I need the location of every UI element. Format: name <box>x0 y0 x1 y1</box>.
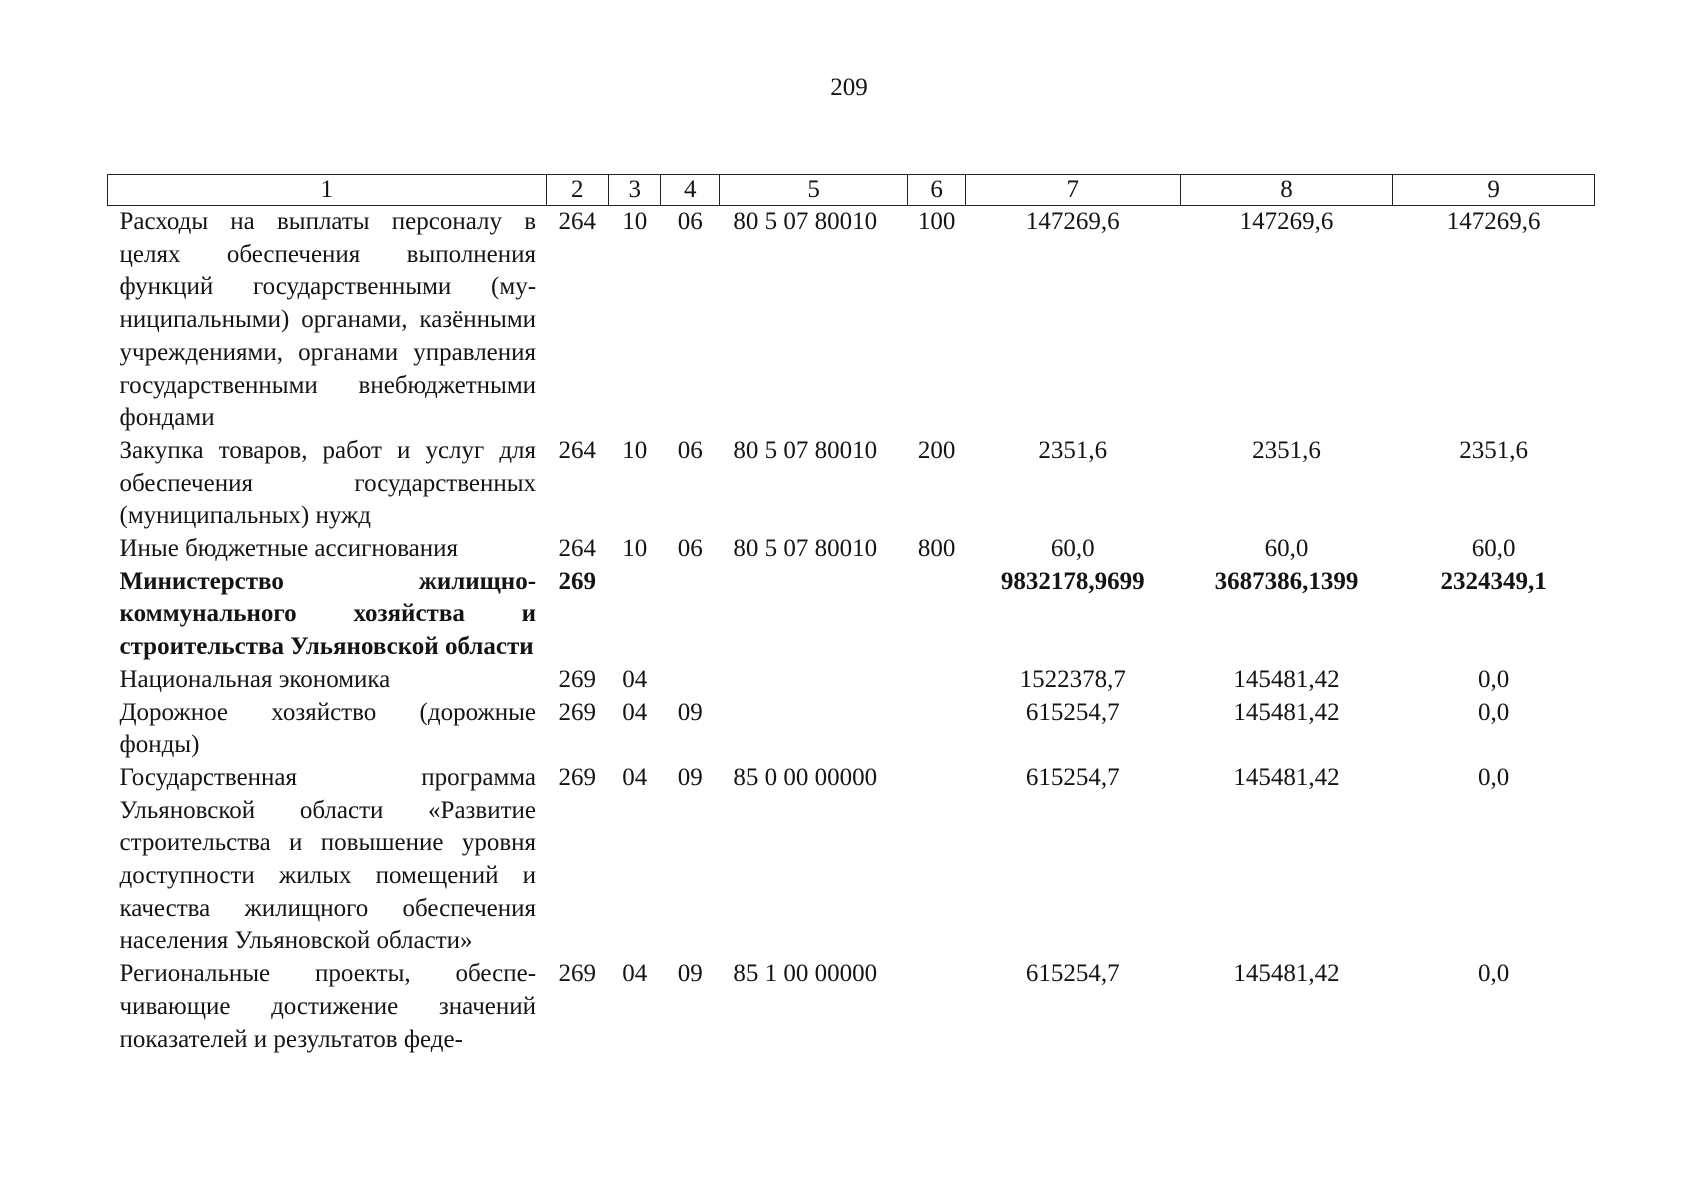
cell-podrazdel: 06 <box>677 208 703 235</box>
cell-amount-col9: 0,0 <box>1478 698 1510 726</box>
cell-amount-col7: 2351,6 <box>1038 436 1108 464</box>
table-row <box>108 435 1595 533</box>
table-row <box>108 533 1595 566</box>
cell-glava: 269 <box>558 763 597 791</box>
column-header-9: 9 <box>1393 175 1595 206</box>
cell-amount-col7: 147269,6 <box>1025 208 1120 235</box>
table-row <box>108 762 1595 958</box>
cell-podrazdel: 09 <box>677 698 703 726</box>
cell-name: Региональные проекты, обеспечивающие достижение значений показателей и результатов феде- <box>119 960 537 1053</box>
cell-amount-col7: 1522378,7 <box>1019 665 1126 693</box>
cell-amount-col8: 60,0 <box>1264 535 1309 563</box>
cell-tselevaya-statya <box>719 664 908 697</box>
table-row <box>108 958 1595 1056</box>
cell-podrazdel <box>661 566 719 664</box>
cell-amount-col7: 60,0 <box>1050 535 1095 563</box>
cell-amount-col7: 9832178,9699 <box>1000 567 1145 595</box>
cell-tselevaya-statya: 85 0 00 00000 <box>733 763 878 791</box>
cell-amount-col9: 147269,6 <box>1446 208 1541 235</box>
cell-podrazdel: 06 <box>677 535 703 563</box>
table-row <box>108 566 1595 664</box>
cell-name: Национальная экономика <box>119 665 391 693</box>
table-row <box>108 206 1595 435</box>
column-header-1: 1 <box>108 175 547 206</box>
table-body <box>108 206 1595 1057</box>
column-header-7: 7 <box>965 175 1180 206</box>
cell-amount-col8: 145481,42 <box>1233 763 1340 791</box>
cell-vid-raskhodov <box>908 664 965 697</box>
cell-razdel: 04 <box>622 698 648 726</box>
cell-amount-col9: 0,0 <box>1478 960 1510 988</box>
cell-tselevaya-statya <box>719 697 908 762</box>
column-number-header-row <box>108 175 1595 206</box>
cell-name: Закупка товаров, работ и услуг для обеспечения государственных (муниципальных) нужд <box>119 436 537 530</box>
cell-podrazdel: 09 <box>677 763 703 791</box>
cell-name: Иные бюджетные ассигнования <box>119 535 459 563</box>
cell-amount-col9: 0,0 <box>1478 763 1510 791</box>
cell-razdel: 04 <box>622 763 648 791</box>
cell-amount-col9: 2324349,1 <box>1440 567 1547 595</box>
cell-amount-col8: 2351,6 <box>1252 436 1321 464</box>
column-header-3: 3 <box>609 175 661 206</box>
cell-amount-col8: 145481,42 <box>1233 665 1340 693</box>
column-header-6: 6 <box>908 175 965 206</box>
cell-glava: 264 <box>558 436 597 464</box>
cell-amount-col8: 147269,6 <box>1239 208 1334 235</box>
cell-amount-col8: 145481,42 <box>1233 698 1340 726</box>
budget-table <box>107 174 1595 1056</box>
cell-tselevaya-statya: 80 5 07 80010 <box>733 208 878 235</box>
cell-tselevaya-statya: 80 5 07 80010 <box>733 535 878 563</box>
page-number: 209 <box>830 74 868 101</box>
cell-razdel <box>609 566 661 664</box>
cell-amount-col8: 3687386,1399 <box>1214 567 1359 595</box>
cell-glava: 264 <box>558 535 597 563</box>
cell-amount-col9: 60,0 <box>1471 535 1516 563</box>
cell-glava: 269 <box>558 960 597 988</box>
cell-razdel: 10 <box>622 535 648 563</box>
column-header-5: 5 <box>719 175 908 206</box>
cell-amount-col7: 615254,7 <box>1025 698 1120 726</box>
cell-podrazdel: 09 <box>677 960 703 988</box>
cell-razdel: 10 <box>622 208 648 235</box>
cell-amount-col9: 2351,6 <box>1459 436 1529 464</box>
column-header-4: 4 <box>661 175 719 206</box>
cell-glava: 269 <box>558 665 597 693</box>
cell-vid-raskhodov <box>908 697 965 762</box>
cell-vid-raskhodov <box>908 762 965 958</box>
cell-razdel: 10 <box>622 436 648 464</box>
cell-glava: 269 <box>558 698 597 726</box>
cell-glava: 269 <box>558 567 597 595</box>
cell-tselevaya-statya <box>719 566 908 664</box>
cell-amount-col8: 145481,42 <box>1233 960 1340 988</box>
table-row <box>108 697 1595 762</box>
cell-vid-raskhodov <box>908 566 965 664</box>
cell-podrazdel <box>661 664 719 697</box>
column-header-8: 8 <box>1180 175 1393 206</box>
cell-podrazdel: 06 <box>677 436 703 464</box>
table-row <box>108 664 1595 697</box>
cell-name: Дорожное хозяйство (дорожные фонды) <box>119 698 537 759</box>
cell-vid-raskhodov <box>908 958 965 1056</box>
cell-vid-raskhodov: 200 <box>917 436 956 464</box>
cell-amount-col7: 615254,7 <box>1025 763 1120 791</box>
column-header-2: 2 <box>546 175 609 206</box>
cell-razdel: 04 <box>622 665 648 693</box>
cell-tselevaya-statya: 80 5 07 80010 <box>733 436 878 464</box>
cell-glava: 264 <box>558 208 597 235</box>
cell-tselevaya-statya: 85 1 00 00000 <box>733 960 878 988</box>
cell-name: Государственная программа Ульяновской области «Развитие строительства и повышение уровня доступности жилых помещений и качества жилищного обеспечения населения Ульяновской области» <box>119 763 537 955</box>
cell-name: Расходы на выплаты персоналу в целях обеспечения выполнения функций государственными (муниципальными) органами, казёнными учреждениями, органами управления государственными внебюджетными фондами <box>119 208 537 432</box>
cell-vid-raskhodov: 800 <box>917 535 956 563</box>
cell-vid-raskhodov: 100 <box>917 208 956 235</box>
cell-amount-col9: 0,0 <box>1478 665 1510 693</box>
cell-razdel: 04 <box>622 960 648 988</box>
cell-amount-col7: 615254,7 <box>1025 960 1120 988</box>
cell-name: Министерство жилищно-коммунального хозяйства и строительства Ульяновской области <box>119 567 537 661</box>
